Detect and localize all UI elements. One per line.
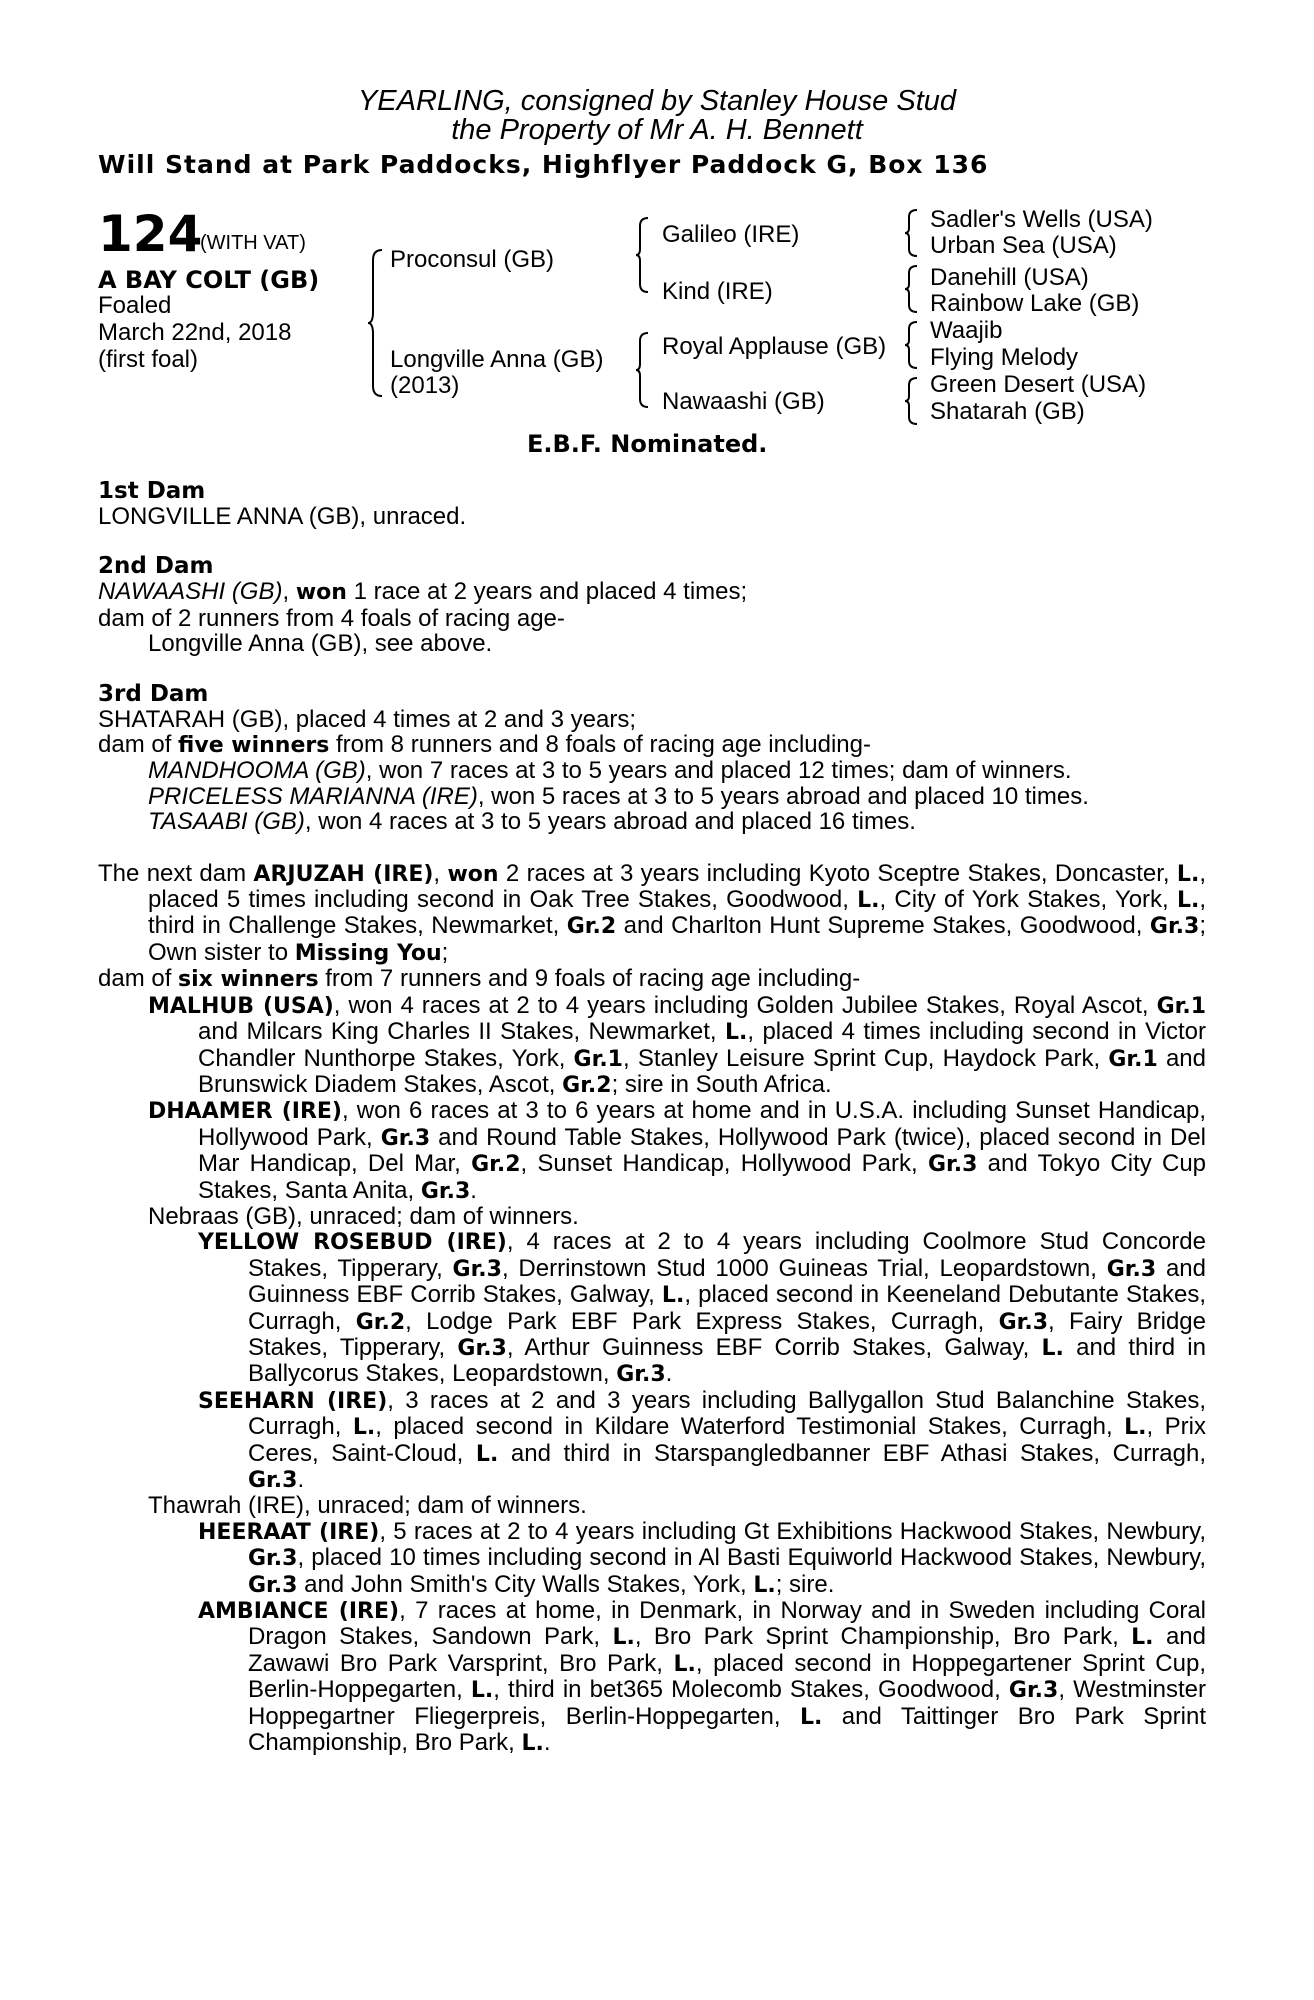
third-dam-heading: 3rd Dam [98,680,209,707]
header-location: Will Stand at Park Paddocks, Highflyer Paddock G, Box 136 [98,150,989,179]
second-dam-line3: Longville Anna (GB), see above. [148,630,493,658]
galileo-brace [905,208,919,258]
second-dam-line2: dam of 2 runners from 4 foals of racing age- [98,604,565,632]
vat-note: (WITH VAT) [200,232,306,254]
ebf-nomination: E.B.F. Nominated. [527,430,768,458]
pedigree-dam: Longville Anna (GB) [390,346,604,373]
next-dam-paragraph: The next dam ARJUZAH (IRE), won 2 races at 3 years including Kyoto Sceptre Stakes, Doncaster, L., placed 5 times including second in Oak Tree Stakes, Goodwood, L., City of York Stakes, York, L., third in Challenge Stakes, Newmarket, Gr.2 and Charlton Hunt Supreme Stakes, Goodwood, Gr.3; Own sister to Missing You; [98,859,1206,966]
pedigree-gen3-4: Rainbow Lake (GB) [930,290,1140,317]
pedigree-sire-sire: Galileo (IRE) [662,221,800,248]
royal-applause-brace [905,320,919,370]
second-dam-line1: NAWAASHI (GB), won 1 race at 2 years and placed 4 times; [98,578,748,606]
lot-number: 124 [98,205,203,263]
first-dam-heading: 1st Dam [98,478,206,504]
heeraat-entry: HEERAAT (IRE), 5 races at 2 to 4 years including Gt Exhibitions Hackwood Stakes, Newbury, Gr.3, placed 10 times including second in Al Basti Equiworld Hackwood Stakes, Newbury, Gr.3 and John Smith's City Walls Stakes, York, L.; sire. [198,1517,1206,1598]
mandhooma-entry: MANDHOOMA (GB), won 7 races at 3 to 5 years and placed 12 times; dam of winners. [148,757,1072,785]
pedigree-dam-year: (2013) [390,372,460,399]
tasaabi-entry: TASAABI (GB), won 4 races at 3 to 5 years abroad and placed 16 times. [148,808,916,836]
lot-description: A BAY COLT (GB) [98,266,320,294]
thawrah-entry: Thawrah (IRE), unraced; dam of winners. [148,1492,587,1520]
seeharn-entry: SEEHARN (IRE), 3 races at 2 and 3 years including Ballygallon Stud Balanchine Stakes, Curragh, L., placed second in Kildare Waterford Testimonial Stakes, Curragh, L., Prix Ceres, Saint-Cloud, L. and third in Starspangledbanner EBF Athasi Stakes, Curragh, Gr.3. [198,1386,1207,1493]
produce-record [98,478,1206,1756]
pedigree-gen3-3: Danehill (USA) [930,264,1089,291]
nawaashi-brace [905,376,919,426]
third-dam-line1: SHATARAH (GB), placed 4 times at 2 and 3 years; [98,705,636,733]
priceless-marianna-entry: PRICELESS MARIANNA (IRE), won 5 races at 3 to 5 years abroad and placed 10 times. [148,782,1089,810]
foaled-date: March 22nd, 2018 [98,319,292,346]
foal-note: (first foal) [98,346,199,373]
pedigree-gen3-8: Shatarah (GB) [930,398,1085,425]
second-dam-heading: 2nd Dam [98,553,214,580]
dam-line-brace [636,331,650,409]
pedigree-gen3-6: Flying Melody [930,344,1079,371]
pedigree-sire: Proconsul (GB) [390,246,555,273]
third-dam-line2: dam of five winners from 8 runners and 8 foals of racing age including- [98,731,871,759]
header-consignor: YEARLING, consigned by Stanley House Stud [357,85,957,117]
horse-name: NAWAASHI (GB) [98,578,283,606]
pedigree-gen3-7: Green Desert (USA) [930,371,1147,398]
pedigree-gen3-1: Sadler's Wells (USA) [930,206,1153,233]
pedigree-dam-sire: Royal Applause (GB) [662,333,887,360]
kind-brace [905,264,919,314]
sire-line-brace [636,216,650,294]
pedigree-gen3-5: Waajib [930,317,1003,344]
ambiance-entry: AMBIANCE (IRE), 7 races at home, in Denmark, in Norway and in Sweden including Coral Dragon Stakes, Sandown Park, L., Bro Park Sprint Championship, Bro Park, L. and Zawawi Bro Park Varsprint, Bro Park, L., placed second in Hoppegartener Sprint Cup, Berlin-Hoppegarten, L., third in bet365 Molecomb Stakes, Goodwood, Gr.3, Westminster Hoppegartner Fliegerpreis, Berlin-Hoppegarten, L. and Taittinger Bro Park Sprint Championship, Bro Park, L.. [198,1597,1207,1757]
dhaamer-entry: DHAAMER (IRE), won 6 races at 3 to 6 years at home and in U.S.A. including Sunset Handicap, Hollywood Park, Gr.3 and Round Table Stakes, Hollywood Park (twice), placed second in Del Mar Handicap, Del Mar, Gr.2, Sunset Handicap, Hollywood Park, Gr.3 and Tokyo City Cup Stakes, Santa Anita, Gr.3. [148,1097,1207,1204]
next-dam-produce-line: dam of six winners from 7 runners and 9 foals of racing age including- [98,965,861,993]
pedigree-sire-dam: Kind (IRE) [662,278,773,305]
header-owner: the Property of Mr A. H. Bennett [451,114,863,146]
malhub-entry: MALHUB (USA), won 4 races at 2 to 4 years including Golden Jubilee Stakes, Royal Ascot, Gr.1 and Milcars King Charles II Stakes, Newmarket, L., placed 4 times including second in Victor Chandler Nunthorpe Stakes, York, Gr.1, Stanley Leisure Sprint Cup, Haydock Park, Gr.1 and Brunswick Diadem Stakes, Ascot, Gr.2; sire in South Africa. [148,991,1207,1098]
won-label: won [295,580,347,606]
sire-dam-brace [368,248,384,398]
nebraas-entry: Nebraas (GB), unraced; dam of winners. [148,1202,579,1230]
pedigree-gen3-2: Urban Sea (USA) [930,232,1117,259]
pedigree-dam-dam: Nawaashi (GB) [662,388,825,415]
foaled-label: Foaled [98,292,172,319]
yellow-rosebud-entry: YELLOW ROSEBUD (IRE), 4 races at 2 to 4 years including Coolmore Stud Concorde Stakes, Tipperary, Gr.3, Derrinstown Stud 1000 Guineas Trial, Leopardstown, Gr.3 and Guinness EBF Corrib Stakes, Galway, L., placed second in Keeneland Debutante Stakes, Curragh, Gr.2, Lodge Park EBF Park Express Stakes, Curragh, Gr.3, Fairy Bridge Stakes, Tipperary, Gr.3, Arthur Guinness EBF Corrib Stakes, Galway, L. and third in Ballycorus Stakes, Leopardstown, Gr.3. [198,1228,1207,1388]
first-dam-text: LONGVILLE ANNA (GB), unraced. [98,503,467,530]
